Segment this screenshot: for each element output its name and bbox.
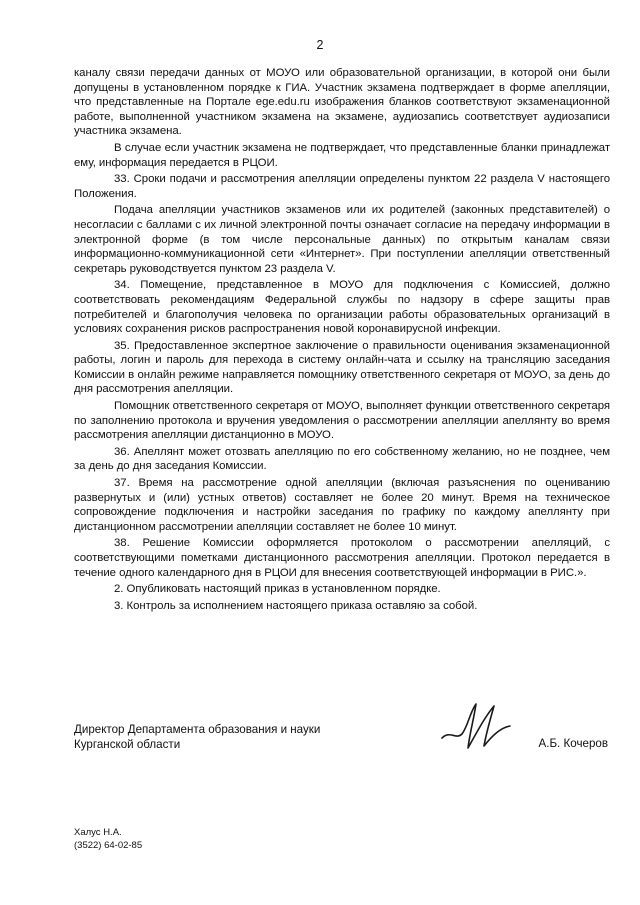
executor-name: Халус Н.А. [74, 827, 122, 838]
page-number: 2 [316, 38, 324, 52]
executor-phone: (3522) 64-02-85 [74, 840, 143, 851]
position-line-2: Курганской области [74, 738, 181, 751]
position-line-1: Директор Департамента образования и науки [74, 723, 321, 736]
paragraph: 2. Опубликовать настоящий приказ в установленном порядке. [114, 583, 441, 596]
paragraph: 38. Решение Комиссии оформляется протоколом о рассмотрении апелляций, с соответствующими пометками дистанционного рассмотрения апелляции. Протокол передается в течение одного календарного дня в РЦОИ для внесения соответствующей информации в РИС.». [74, 537, 610, 579]
paragraph: Подача апелляции участников экзаменов или их родителей (законных представителей) о несогласии с баллами с их личной электронной почты означает согласие на передачу информации в электронной форме (в том числе персональные данных) по открытым каналам связи информационно-коммуникационной сети «Интернет». При поступлении апелляции ответственный секретарь руководствуется пунктом 23 раздела V. [74, 204, 610, 275]
handwritten-signature [440, 700, 520, 752]
paragraph: 3. Контроль за исполнением настоящего приказа оставляю за собой. [114, 599, 478, 612]
document-body [74, 66, 610, 615]
paragraph: 36. Апеллянт может отозвать апелляцию по его собственному желанию, но не позднее, чем за день до дня заседания Комиссии. [74, 445, 610, 473]
signatory-name: А.Б. Кочеров [538, 737, 608, 750]
signatory-position [74, 722, 354, 752]
paragraph: каналу связи передачи данных от МОУО или образовательной организации, в которой они были допущены в установленном порядке к ГИА. Участник экзамена подтверждает в форме апелляции, что представленные на Портале ege.edu.ru изображения бланков соответствуют экзаменационной работе, выполненной участником экзамена на экзамене, аудиозапись соответствует аудиозаписи участника экзамена. [74, 67, 610, 138]
paragraph: 37. Время на рассмотрение одной апелляции (включая разъяснения по оцениванию развернутых и (или) устных ответов) составляет не более 20 минут. Время на техническое сопровождение подключения и настройки заседания по графику по каждому апеллянту при дистанционном рассмотрении апелляции составляет не более 10 минут. [74, 477, 610, 533]
paragraph: 34. Помещение, представленное в МОУО для подключения с Комиссией, должно соответствовать рекомендациям Федеральной службы по надзору в сфере защиты прав потребителей и благополучия человека по организации работы образовательных организаций в условиях сохранения рисков распространения новой коронавирусной инфекции. [74, 279, 610, 336]
paragraph: В случае если участник экзамена не подтверждает, что представленные бланки принадлежат ему, информация передается в РЦОИ. [74, 141, 610, 169]
paragraph: 35. Предоставленное экспертное заключение о правильности оценивания экзаменационной работы, логин и пароль для перехода в систему онлайн-чата и ссылку на трансляцию заседания Комиссии в онлайн режиме направляется помощнику ответственного секретаря от МОУО, за день до дня рассмотрения апелляции. [74, 339, 610, 396]
executor-info [74, 826, 142, 852]
paragraph: 33. Сроки подачи и рассмотрения апелляции определены пунктом 22 раздела V настоящего Положения. [74, 173, 610, 200]
paragraph: Помощник ответственного секретаря от МОУО, выполняет функции ответственного секретаря по заполнению протокола и вручения уведомления о рассмотрении апелляции апеллянту во время рассмотрения апелляции дистанционно в МОУО. [74, 400, 610, 442]
